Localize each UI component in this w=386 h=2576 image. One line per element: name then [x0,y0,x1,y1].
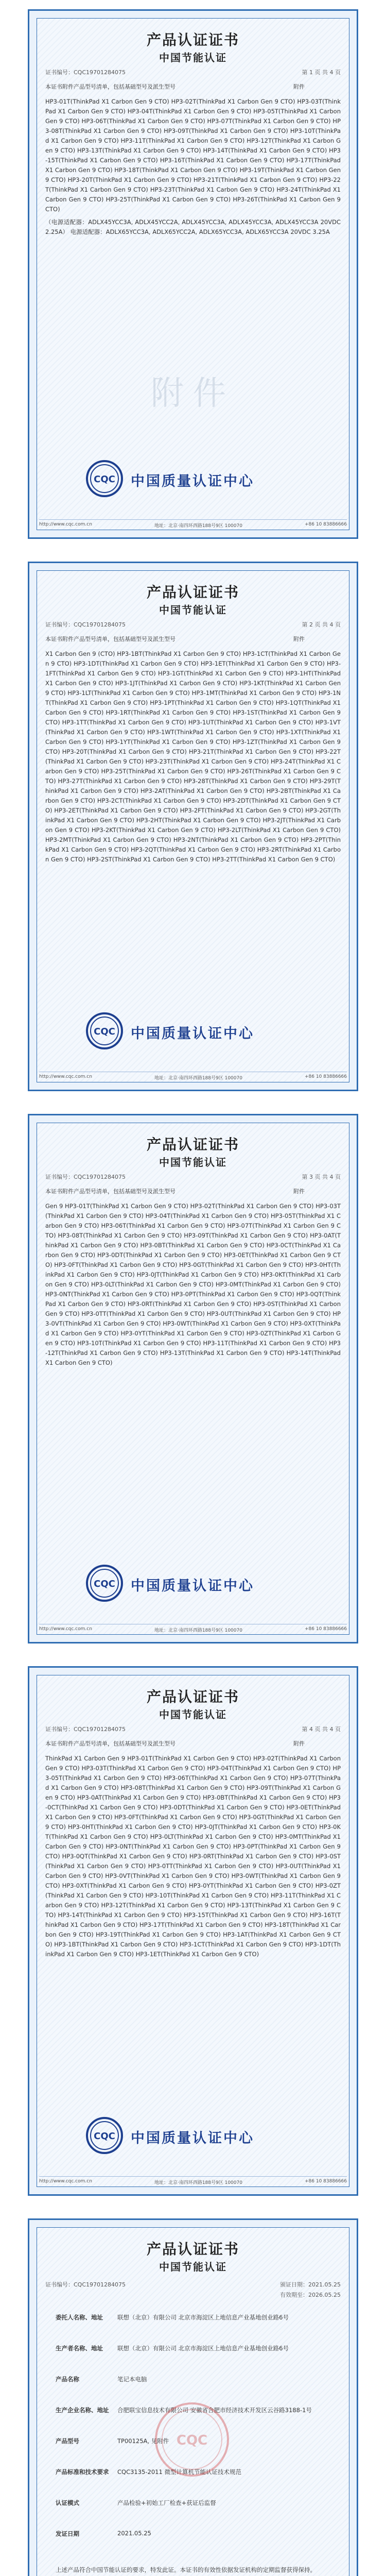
footer-website: http://www.cqc.com.cn [39,1074,92,1079]
cert-meta-row [45,1173,341,1181]
certificate-page-4 [25,1663,361,2199]
footer-address: 地址：北京·南四环西路188号9区 100070 [154,2180,242,2185]
cert-number: 证书编号：CQC19701284075 [45,1174,126,1180]
cqc-logo-icon [85,460,124,498]
footer-phone: +86 10 83886666 [305,1074,347,1079]
model-list [45,97,341,237]
issuer-name: 中国质量认证中心 [131,473,254,489]
kv-row: 产品标准和技术要求 CQC3135-2011 微型计算机节能认证技术规范 [56,2468,241,2476]
certificate-page-1 [25,6,361,542]
cert-number: 证书编号：CQC19701284075 [45,1726,126,1733]
certificate-page-2 [25,558,361,1094]
cert-number: 证书编号：CQC19701284075 [45,621,126,628]
cert-number: 证书编号：CQC19701284075 [45,69,126,76]
kv-row: 生产者名称、地址 联想（北京）有限公司 北京市海淀区上地信息产业基地创业路6号 [56,2345,289,2352]
kv-row: 产品型号 TP00125A, 见附件 [56,2437,169,2445]
attachment-description: 本证书附件产品型号清单，包括基础型号及派生型号 [45,1740,176,1747]
page-footer [39,2176,347,2185]
footer-website: http://www.cqc.com.cn [39,1626,92,1632]
footer-phone: +86 10 83886666 [305,522,347,527]
valid-row [45,2291,341,2299]
cqc-logo-icon [85,1012,124,1050]
footer-phone: +86 10 83886666 [305,2179,347,2184]
model-list-text: ThinkPad X1 Carbon Gen 9 HP3-01T(ThinkPad X1 Carbon Gen 9 CTO) HP3-02T(ThinkPad X1 Carbon Gen 9 CTO) HP3-03T(ThinkPad X1 Carbon Gen 9 CTO) HP3-04T(ThinkPad X1 Carbon Gen 9 CTO) HP3-05T(ThinkPad X1 Carbon Gen 9 CTO) HP3-06T(ThinkPad X1 Carbon Gen 9 CTO) HP3-07T(ThinkPad X1 Carbon Gen 9 CTO) HP3-08T(ThinkPad X1 Carbon Gen 9 CTO) HP3-09T(ThinkPad X1 Carbon Gen 9 CTO) HP3-0AT(ThinkPad X1 Carbon Gen 9 CTO) HP3-0BT(ThinkPad X1 Carbon Gen 9 CTO) HP3-0CT(ThinkPad X1 Carbon Gen 9 CTO) HP3-0DT(ThinkPad X1 Carbon Gen 9 CTO) HP3-0ET(ThinkPad X1 Carbon Gen 9 CTO) HP3-0FT(ThinkPad X1 Carbon Gen 9 CTO) HP3-0GT(ThinkPad X1 Carbon Gen 9 CTO) HP3-0HT(ThinkPad X1 Carbon Gen 9 CTO) HP3-0JT(ThinkPad X1 Carbon Gen 9 CTO) HP3-0KT(ThinkPad X1 Carbon Gen 9 CTO) HP3-0LT(ThinkPad X1 Carbon Gen 9 CTO) HP3-0MT(ThinkPad X1 Carbon Gen 9 CTO) HP3-0NT(ThinkPad X1 Carbon Gen 9 CTO) HP3-0PT(ThinkPad X1 Carbon Gen 9 CTO) HP3-0QT(ThinkPad X1 Carbon Gen 9 CTO) HP3-0RT(ThinkPad X1 Carbon Gen 9 CTO) HP3-0ST(ThinkPad X1 Carbon Gen 9 CTO) HP3-0TT(ThinkPad X1 Carbon Gen 9 CTO) HP3-0UT(ThinkPad X1 Carbon Gen 9 CTO) HP3-0VT(ThinkPad X1 Carbon Gen 9 CTO) HP3-0WT(ThinkPad X1 Carbon Gen 9 CTO) HP3-0XT(ThinkPad X1 Carbon Gen 9 CTO) HP3-0YT(ThinkPad X1 Carbon Gen 9 CTO) HP3-0ZT(ThinkPad X1 Carbon Gen 9 CTO) HP3-10T(ThinkPad X1 Carbon Gen 9 CTO) HP3-11T(ThinkPad X1 Carbon Gen 9 CTO) HP3-12T(ThinkPad X1 Carbon Gen 9 CTO) HP3-13T(ThinkPad X1 Carbon Gen 9 CTO) HP3-14T(ThinkPad X1 Carbon Gen 9 CTO) HP3-15T(ThinkPad X1 Carbon Gen 9 CTO) HP3-16T(ThinkPad X1 Carbon Gen 9 CTO) HP3-17T(ThinkPad X1 Carbon Gen 9 CTO) HP3-18T(ThinkPad X1 Carbon Gen 9 CTO) HP3-19T(ThinkPad X1 Carbon Gen 9 CTO) HP3-1AT(ThinkPad X1 Carbon Gen 9 CTO) HP3-1BT(ThinkPad X1 Carbon Gen 9 CTO) HP3-1CT(ThinkPad X1 Carbon Gen 9 CTO) HP3-1DT(ThinkPad X1 Carbon Gen 9 CTO) HP3-1ET(ThinkPad X1 Carbon Gen 9 CTO) [45,1755,341,1958]
attachment-description: 本证书附件产品型号清单，包括基础型号及派生型号 [45,636,176,642]
page-subtitle: 中国节能认证 [159,2261,227,2273]
svg-text:CQC: CQC [94,474,115,485]
model-list-text: Gen 9 HP3-01T(ThinkPad X1 Carbon Gen 9 CTO) HP3-02T(ThinkPad X1 Carbon Gen 9 CTO) HP3-03T(ThinkPad X1 Carbon Gen 9 CTO) HP3-04T(ThinkPad X1 Carbon Gen 9 CTO) HP3-05T(ThinkPad X1 Carbon Gen 9 CTO) HP3-06T(ThinkPad X1 Carbon Gen 9 CTO) HP3-07T(ThinkPad X1 Carbon Gen 9 CTO) HP3-08T(ThinkPad X1 Carbon Gen 9 CTO) HP3-09T(ThinkPad X1 Carbon Gen 9 CTO) HP3-0AT(ThinkPad X1 Carbon Gen 9 CTO) HP3-0BT(ThinkPad X1 Carbon Gen 9 CTO) HP3-0CT(ThinkPad X1 Carbon Gen 9 CTO) HP3-0DT(ThinkPad X1 Carbon Gen 9 CTO) HP3-0ET(ThinkPad X1 Carbon Gen 9 CTO) HP3-0FT(ThinkPad X1 Carbon Gen 9 CTO) HP3-0GT(ThinkPad X1 Carbon Gen 9 CTO) HP3-0HT(ThinkPad X1 Carbon Gen 9 CTO) HP3-0JT(ThinkPad X1 Carbon Gen 9 CTO) HP3-0KT(ThinkPad X1 Carbon Gen 9 CTO) HP3-0LT(ThinkPad X1 Carbon Gen 9 CTO) HP3-0MT(ThinkPad X1 Carbon Gen 9 CTO) HP3-0NT(ThinkPad X1 Carbon Gen 9 CTO) HP3-0PT(ThinkPad X1 Carbon Gen 9 CTO) HP3-0QT(ThinkPad X1 Carbon Gen 9 CTO) HP3-0RT(ThinkPad X1 Carbon Gen 9 CTO) HP3-0ST(ThinkPad X1 Carbon Gen 9 CTO) HP3-0TT(ThinkPad X1 Carbon Gen 9 CTO) HP3-0UT(ThinkPad X1 Carbon Gen 9 CTO) HP3-0VT(ThinkPad X1 Carbon Gen 9 CTO) HP3-0WT(ThinkPad X1 Carbon Gen 9 CTO) HP3-0XT(ThinkPad X1 Carbon Gen 9 CTO) HP3-0YT(ThinkPad X1 Carbon Gen 9 CTO) HP3-0ZT(ThinkPad X1 Carbon Gen 9 CTO) HP3-10T(ThinkPad X1 Carbon Gen 9 CTO) HP3-11T(ThinkPad X1 Carbon Gen 9 CTO) HP3-12T(ThinkPad X1 Carbon Gen 9 CTO) HP3-13T(ThinkPad X1 Carbon Gen 9 CTO) HP3-14T(ThinkPad X1 Carbon Gen 9 CTO) [45,1202,341,1366]
attachment-description: 本证书附件产品型号清单，包括基础型号及派生型号 [45,83,176,90]
cqc-logo-icon [85,2116,124,2155]
cert-meta-row [45,620,341,629]
issuer-name: 中国质量认证中心 [131,2130,254,2146]
kv-row: 委托人名称、地址 联想（北京）有限公司 北京市海淀区上地信息产业基地创业路6号 [56,2314,289,2321]
kv-row: 产品名称 笔记本电脑 [56,2376,147,2383]
model-list-text: X1 Carbon Gen 9 (CTO) HP3-1BT(ThinkPad X1 Carbon Gen 9 CTO) HP3-1CT(ThinkPad X1 Carbon Gen 9 CTO) HP3-1DT(ThinkPad X1 Carbon Gen 9 CTO) HP3-1ET(ThinkPad X1 Carbon Gen 9 CTO) HP3-1FT(ThinkPad X1 Carbon Gen 9 CTO) HP3-1GT(ThinkPad X1 Carbon Gen 9 CTO) HP3-1HT(ThinkPad X1 Carbon Gen 9 CTO) HP3-1JT(ThinkPad X1 Carbon Gen 9 CTO) HP3-1KT(ThinkPad X1 Carbon Gen 9 CTO) HP3-1LT(ThinkPad X1 Carbon Gen 9 CTO) HP3-1MT(ThinkPad X1 Carbon Gen 9 CTO) HP3-1NT(ThinkPad X1 Carbon Gen 9 CTO) HP3-1PT(ThinkPad X1 Carbon Gen 9 CTO) HP3-1QT(ThinkPad X1 Carbon Gen 9 CTO) HP3-1RT(ThinkPad X1 Carbon Gen 9 CTO) HP3-1ST(ThinkPad X1 Carbon Gen 9 CTO) HP3-1TT(ThinkPad X1 Carbon Gen 9 CTO) HP3-1UT(ThinkPad X1 Carbon Gen 9 CTO) HP3-1VT(ThinkPad X1 Carbon Gen 9 CTO) HP3-1WT(ThinkPad X1 Carbon Gen 9 CTO) HP3-1XT(ThinkPad X1 Carbon Gen 9 CTO) HP3-1YT(ThinkPad X1 Carbon Gen 9 CTO) HP3-1ZT(ThinkPad X1 Carbon Gen 9 CTO) HP3-20T(ThinkPad X1 Carbon Gen 9 CTO) HP3-21T(ThinkPad X1 Carbon Gen 9 CTO) HP3-22T(ThinkPad X1 Carbon Gen 9 CTO) HP3-23T(ThinkPad X1 Carbon Gen 9 CTO) HP3-24T(ThinkPad X1 Carbon Gen 9 CTO) HP3-25T(ThinkPad X1 Carbon Gen 9 CTO) HP3-26T(ThinkPad X1 Carbon Gen 9 CTO) HP3-27T(ThinkPad X1 Carbon Gen 9 CTO) HP3-28T(ThinkPad X1 Carbon Gen 9 CTO) HP3-29T(ThinkPad X1 Carbon Gen 9 CTO) HP3-2AT(ThinkPad X1 Carbon Gen 9 CTO) HP3-2BT(ThinkPad X1 Carbon Gen 9 CTO) HP3-2CT(ThinkPad X1 Carbon Gen 9 CTO) HP3-2DT(ThinkPad X1 Carbon Gen 9 CTO) HP3-2ET(ThinkPad X1 Carbon Gen 9 CTO) HP3-2FT(ThinkPad X1 Carbon Gen 9 CTO) HP3-2GT(ThinkPad X1 Carbon Gen 9 CTO) HP3-2HT(ThinkPad X1 Carbon Gen 9 CTO) HP3-2JT(ThinkPad X1 Carbon Gen 9 CTO) HP3-2KT(ThinkPad X1 Carbon Gen 9 CTO) HP3-2LT(ThinkPad X1 Carbon Gen 9 CTO) HP3-2MT(ThinkPad X1 Carbon Gen 9 CTO) HP3-2NT(ThinkPad X1 Carbon Gen 9 CTO) HP3-2PT(ThinkPad X1 Carbon Gen 9 CTO) HP3-2QT(ThinkPad X1 Carbon Gen 9 CTO) HP3-2RT(ThinkPad X1 Carbon Gen 9 CTO) HP3-2ST(ThinkPad X1 Carbon Gen 9 CTO) HP3-2TT(ThinkPad X1 Carbon Gen 9 CTO) [45,650,341,863]
svg-text:CQC: CQC [94,1579,115,1589]
model-list [45,649,341,865]
footer-phone: +86 10 83886666 [305,1626,347,1632]
page-indicator: 第 2 页 共 4 页 [302,621,341,628]
page-title: 产品认证证书 [146,1688,239,1705]
page-footer [39,1072,347,1081]
kv-row: 生产企业名称、地址 合肥联宝信息技术有限公司 安徽省合肥市经济技术开发区云谷路3188-1号 [56,2406,312,2414]
page-indicator: 第 3 页 共 4 页 [302,1174,341,1180]
issuer-name: 中国质量认证中心 [131,1026,254,1042]
power-adapter-note: （电源适配器：ADLX45YCC3A, ADLX45YCC2A, ADLX45YCC3A, ADLX45YCC3A, ADLX45YCC3A 20VDC 2.25A） 电源适配器：ADLX65YCC3A, ADLX65YCC2A, ADLX65YCC3A, ADLX65YCC3A 20VDC 3.25A [45,218,341,235]
svg-text:CQC: CQC [94,2131,115,2142]
issuer-name: 中国质量认证中心 [131,1578,254,1594]
cert-meta-row [45,68,341,76]
svg-text:CQC: CQC [94,1026,115,1037]
footer-address: 地址：北京·南四环西路188号9区 100070 [154,523,242,529]
attachment-label: 附件 [293,1740,305,1747]
page-inner-border [37,18,349,530]
valid-until: 有效期至：2026.05.25 [280,2292,341,2298]
page-title: 产品认证证书 [146,2241,239,2258]
cert-meta-row [45,1725,341,1733]
certificate-main-page [25,2215,361,2576]
page-indicator: 第 1 页 共 4 页 [302,69,341,76]
page-title: 产品认证证书 [146,31,239,48]
svg-text:CQC: CQC [176,2433,208,2448]
model-list [45,1754,341,1959]
remark-text: 上述产品符合中国节能认证的要求，特发此证。本证书的有效性依据发证机构的定期监督获得保持。 [56,2566,316,2573]
footer-address: 地址：北京·南四环西路188号9区 100070 [154,1076,242,1081]
page-subtitle: 中国节能认证 [159,1708,227,1721]
certificate-page-3 [25,1111,361,1647]
attachment-label: 附件 [293,83,305,90]
model-list-text: HP3-01T(ThinkPad X1 Carbon Gen 9 CTO) HP3-02T(ThinkPad X1 Carbon Gen 9 CTO) HP3-03T(ThinkPad X1 Carbon Gen 9 CTO) HP3-04T(ThinkPad X1 Carbon Gen 9 CTO) HP3-05T(ThinkPad X1 Carbon Gen 9 CTO) HP3-06T(ThinkPad X1 Carbon Gen 9 CTO) HP3-07T(ThinkPad X1 Carbon Gen 9 CTO) HP3-08T(ThinkPad X1 Carbon Gen 9 CTO) HP3-09T(ThinkPad X1 Carbon Gen 9 CTO) HP3-10T(ThinkPad X1 Carbon Gen 9 CTO) HP3-11T(ThinkPad X1 Carbon Gen 9 CTO) HP3-12T(ThinkPad X1 Carbon Gen 9 CTO) HP3-13T(ThinkPad X1 Carbon Gen 9 CTO) HP3-14T(ThinkPad X1 Carbon Gen 9 CTO) HP3-15T(ThinkPad X1 Carbon Gen 9 CTO) HP3-16T(ThinkPad X1 Carbon Gen 9 CTO) HP3-17T(ThinkPad X1 Carbon Gen 9 CTO) HP3-18T(ThinkPad X1 Carbon Gen 9 CTO) HP3-19T(ThinkPad X1 Carbon Gen 9 CTO) HP3-20T(ThinkPad X1 Carbon Gen 9 CTO) HP3-21T(ThinkPad X1 Carbon Gen 9 CTO) HP3-22T(ThinkPad X1 Carbon Gen 9 CTO) HP3-23T(ThinkPad X1 Carbon Gen 9 CTO) HP3-24T(ThinkPad X1 Carbon Gen 9 CTO) HP3-25T(ThinkPad X1 Carbon Gen 9 CTO) HP3-26T(ThinkPad X1 Carbon Gen 9 CTO) [45,98,341,213]
kv-row: 发证日期 2021.05.25 [56,2530,151,2537]
watermark-text: 附件 [151,375,235,413]
footer-address: 地址：北京·南四环西路188号9区 100070 [154,1628,242,1633]
page-footer [39,1624,347,1633]
seal-icon [153,2401,231,2478]
page-indicator: 第 4 页 共 4 页 [302,1726,341,1733]
attachment-label: 附件 [293,636,305,642]
kv-row: 认证模式 产品检验+初始工厂检查+获证后监督 [56,2499,216,2506]
footer-website: http://www.cqc.com.cn [39,522,92,527]
issue-date: 颁证日期：2021.05.25 [280,2281,341,2288]
page-subtitle: 中国节能认证 [159,52,227,64]
page-subtitle: 中国节能认证 [159,1156,227,1168]
footer-website: http://www.cqc.com.cn [39,2179,92,2184]
page-title: 产品认证证书 [146,1136,239,1153]
cert-meta-row [45,2280,341,2289]
attachment-description: 本证书附件产品型号清单，包括基础型号及派生型号 [45,1188,176,1195]
page-subtitle: 中国节能认证 [159,604,227,616]
attachment-label: 附件 [293,1188,305,1195]
cert-number: 证书编号：CQC19701284075 [45,2281,126,2288]
model-list [45,1201,341,1368]
page-inner-border [37,1123,349,1635]
cqc-logo-icon [85,1564,124,1602]
page-title: 产品认证证书 [146,584,239,601]
page-footer [39,519,347,529]
